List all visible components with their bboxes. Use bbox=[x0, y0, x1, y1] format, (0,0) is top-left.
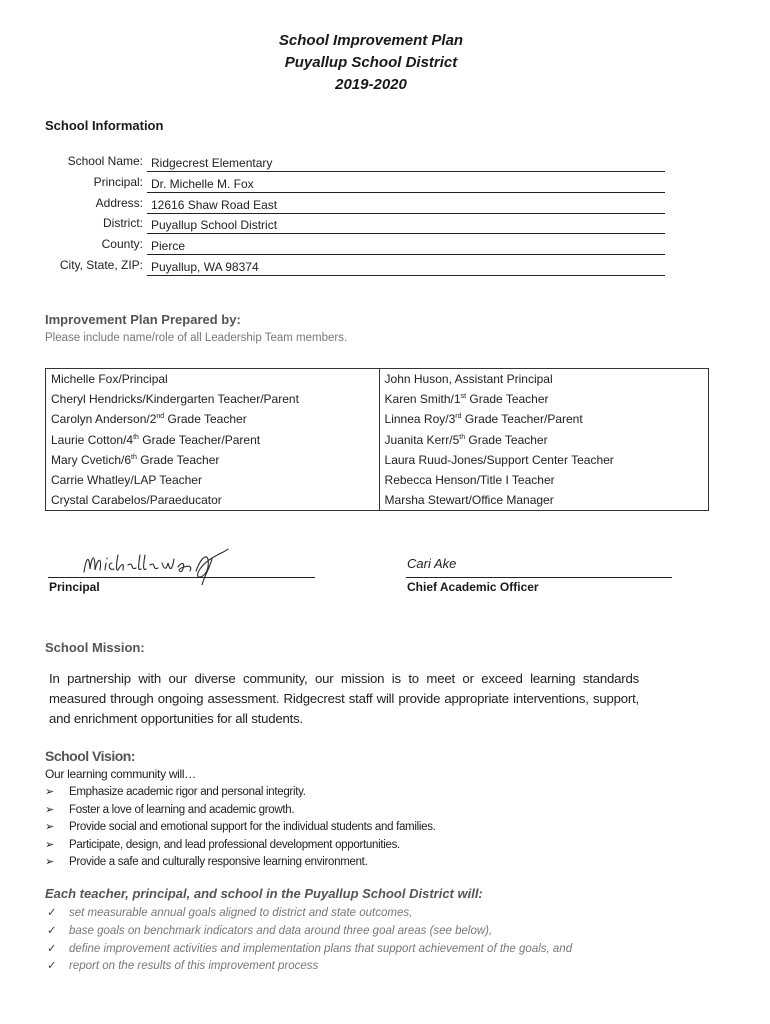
team-member-text: Laura Ruud-Jones/Support Center Teacher bbox=[384, 452, 614, 467]
commitment-item bbox=[47, 923, 572, 941]
arrow-bullet-icon: ➢ bbox=[45, 803, 54, 816]
vision-item bbox=[45, 802, 436, 820]
principal-value: Dr. Michelle M. Fox bbox=[151, 177, 254, 191]
leadership-team-row bbox=[46, 450, 709, 470]
ordinal-suffix: nd bbox=[156, 413, 165, 421]
vision-item-text: Provide a safe and culturally responsive learning environment. bbox=[69, 856, 368, 868]
principal-label: Principal: bbox=[93, 175, 143, 189]
team-member-text: Cheryl Hendricks/Kindergarten Teacher/Parent bbox=[51, 392, 299, 407]
vision-item bbox=[45, 819, 436, 837]
city-state-zip-underline bbox=[147, 275, 665, 276]
leadership-team-cell bbox=[379, 369, 708, 390]
leadership-team-cell bbox=[46, 430, 380, 450]
vision-item-text: Emphasize academic rigor and personal integrity. bbox=[69, 786, 306, 798]
leadership-team-cell bbox=[46, 470, 380, 490]
leadership-team-row bbox=[46, 369, 709, 390]
ordinal-suffix: th bbox=[459, 433, 466, 441]
school-info-heading: School Information bbox=[45, 118, 164, 133]
leadership-team-cell bbox=[379, 409, 708, 429]
team-member-text: Laurie Cotton/4 bbox=[51, 432, 134, 447]
prepared-by-heading: Improvement Plan Prepared by: bbox=[45, 312, 241, 327]
leadership-team-row bbox=[46, 430, 709, 450]
checkmark-icon: ✓ bbox=[47, 924, 57, 937]
commitment-item-text: define improvement activities and implementation plans that support achievement of the goals, and bbox=[69, 942, 573, 955]
team-member-text: Karen Smith/1 bbox=[384, 392, 461, 407]
address-label: Address: bbox=[95, 196, 143, 210]
school-info-form bbox=[0, 152, 680, 278]
leadership-team-cell bbox=[379, 389, 708, 409]
commitment-item-text: set measurable annual goals aligned to district and state outcomes, bbox=[69, 907, 413, 919]
district-underline bbox=[147, 233, 665, 234]
district-commitments-list bbox=[47, 905, 572, 976]
vision-intro: Our learning community will… bbox=[45, 767, 196, 781]
vision-item-text: Provide social and emotional support for the individual students and families. bbox=[69, 821, 436, 833]
ordinal-suffix: rd bbox=[455, 413, 462, 421]
team-member-text: Crystal Carabelos/Paraeducator bbox=[51, 493, 222, 508]
school-name-underline bbox=[147, 171, 665, 172]
city-state-zip-value: Puyallup, WA 98374 bbox=[151, 260, 259, 274]
leadership-team-body bbox=[46, 369, 709, 511]
ordinal-suffix: th bbox=[133, 433, 139, 441]
principal-signature-line bbox=[48, 577, 315, 578]
team-member-text: Carrie Whatley/LAP Teacher bbox=[51, 473, 202, 488]
leadership-team-cell bbox=[379, 430, 708, 450]
city-state-zip-label: City, State, ZIP: bbox=[59, 258, 143, 272]
leadership-team-cell bbox=[46, 450, 380, 470]
cao-signature-label: Chief Academic Officer bbox=[407, 580, 539, 594]
team-member-text: Grade Teacher bbox=[136, 452, 220, 467]
team-member-text: Juanita Kerr/5 bbox=[384, 432, 460, 447]
vision-item bbox=[45, 837, 436, 855]
document-title-block bbox=[0, 30, 742, 96]
commitment-item bbox=[47, 941, 572, 959]
vision-item bbox=[45, 784, 436, 802]
leadership-team-cell bbox=[46, 490, 380, 511]
team-member-text: Grade Teacher bbox=[465, 432, 548, 447]
prepared-by-instructions: Please include name/role of all Leadership Team members. bbox=[45, 332, 348, 344]
team-member-text: Grade Teacher bbox=[164, 412, 247, 427]
address-underline bbox=[147, 213, 665, 214]
cao-signature-line bbox=[406, 577, 672, 578]
district-commitments-heading: Each teacher, principal, and school in the Puyallup School District will: bbox=[45, 886, 483, 901]
arrow-bullet-icon: ➢ bbox=[45, 856, 54, 868]
leadership-team-cell bbox=[379, 470, 708, 490]
team-member-text: John Huson, Assistant Principal bbox=[384, 372, 553, 387]
school-name-label: School Name: bbox=[67, 154, 143, 168]
leadership-team-cell bbox=[379, 490, 708, 511]
team-member-text: Mary Cvetich/6 bbox=[51, 452, 132, 467]
leadership-team-cell bbox=[46, 409, 380, 429]
vision-item bbox=[45, 854, 436, 872]
leadership-team-table bbox=[45, 368, 709, 511]
commitment-item-text: base goals on benchmark indicators and data around three goal areas (see below), bbox=[69, 924, 493, 937]
commitment-item-text: report on the results of this improvement process bbox=[69, 960, 319, 973]
leadership-team-row bbox=[46, 470, 709, 490]
leadership-team-cell bbox=[46, 389, 380, 409]
mission-heading: School Mission: bbox=[45, 640, 145, 655]
leadership-team-row bbox=[46, 490, 709, 511]
team-member-text: Grade Teacher/Parent bbox=[138, 432, 261, 447]
county-underline bbox=[147, 254, 665, 255]
principal-signature-label: Principal bbox=[49, 580, 100, 594]
commitment-item bbox=[47, 958, 572, 976]
county-value: Pierce bbox=[151, 239, 186, 253]
vision-item-text: Participate, design, and lead professional development opportunities. bbox=[69, 838, 400, 851]
vision-heading: School Vision: bbox=[45, 748, 135, 764]
commitment-item bbox=[47, 905, 572, 923]
principal-underline bbox=[147, 192, 665, 193]
team-member-text: Michelle Fox/Principal bbox=[51, 372, 168, 387]
vision-item-text: Foster a love of learning and academic growth. bbox=[69, 803, 295, 816]
arrow-bullet-icon: ➢ bbox=[45, 821, 54, 833]
vision-list bbox=[45, 784, 436, 872]
address-value: 12616 Shaw Road East bbox=[151, 198, 278, 212]
document-title: School Improvement Plan bbox=[278, 32, 464, 49]
county-label: County: bbox=[101, 237, 143, 251]
team-member-text: Rebecca Henson/Title I Teacher bbox=[384, 473, 555, 488]
leadership-team-cell bbox=[379, 450, 708, 470]
ordinal-suffix: th bbox=[131, 453, 137, 461]
team-member-text: Grade Teacher/Parent bbox=[461, 412, 583, 427]
school-year: 2019-2020 bbox=[335, 76, 407, 93]
team-member-text: Grade Teacher bbox=[466, 392, 549, 407]
school-name-value: Ridgecrest Elementary bbox=[151, 156, 273, 170]
principal-signature-image bbox=[78, 545, 268, 585]
cao-signature-text: Cari Ake bbox=[407, 556, 457, 571]
team-member-text: Linnea Roy/3 bbox=[384, 412, 456, 427]
district-name: Puyallup School District bbox=[284, 54, 458, 71]
leadership-team-row bbox=[46, 389, 709, 409]
district-value: Puyallup School District bbox=[151, 218, 278, 232]
team-member-text: Carolyn Anderson/2 bbox=[51, 412, 157, 427]
mission-statement: In partnership with our diverse community, our mission is to meet or exceed learning standards measured through ongoing assessment. Ridgecrest staff will provide appropriate interventions, support, and enrichment opportunities for all students. bbox=[49, 671, 639, 726]
arrow-bullet-icon: ➢ bbox=[45, 786, 54, 798]
team-member-text: Marsha Stewart/Office Manager bbox=[384, 493, 554, 508]
arrow-bullet-icon: ➢ bbox=[45, 838, 54, 851]
checkmark-icon: ✓ bbox=[47, 960, 57, 973]
leadership-team-cell bbox=[46, 369, 380, 390]
checkmark-icon: ✓ bbox=[47, 907, 57, 919]
leadership-team-row bbox=[46, 409, 709, 429]
ordinal-suffix: st bbox=[460, 393, 467, 401]
checkmark-icon: ✓ bbox=[47, 942, 57, 955]
district-label: District: bbox=[103, 216, 143, 230]
